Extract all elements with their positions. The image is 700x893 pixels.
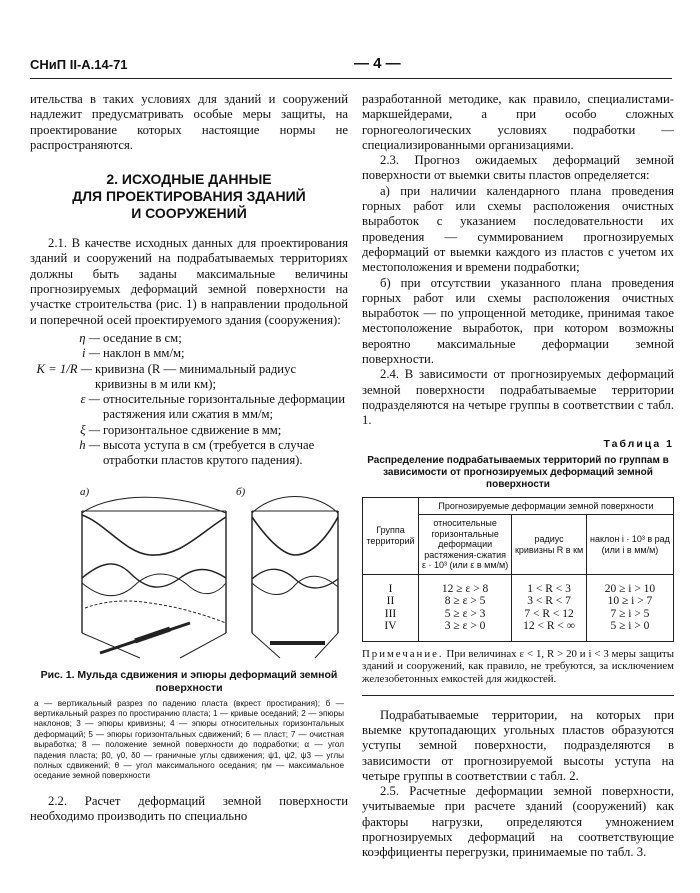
subsidence-curve	[82, 515, 226, 555]
definition-text: высота уступа в см (требуется в случае отработки пластов крутого падения).	[103, 438, 315, 468]
definition-symbol: K = 1/R —	[36, 361, 92, 376]
note-text: При величинах ε < 1, R > 20 и i < 3 меры защиты зданий и сооружений, как правило, не требуются, за исключением железобетонных емкостей для жидкостей.	[362, 647, 674, 686]
definition-text: кривизна (R — минимальный радиус кривизны в м или км);	[95, 361, 297, 391]
figure-title: Рис. 1. Мульда сдвижения и эпюры деформаций земной поверхности	[40, 668, 338, 694]
subsidence-trough-diagram	[30, 483, 348, 663]
definition-text: оседание в см;	[103, 330, 182, 345]
cell-group: II	[363, 595, 419, 608]
note-divider	[362, 695, 674, 696]
panel-label-b: б)	[236, 485, 246, 498]
displacement-boundary	[82, 633, 140, 658]
page-number: — 4 —	[354, 55, 401, 72]
definition-item	[30, 423, 348, 438]
definition-item	[30, 392, 348, 423]
table-header-tilt: наклон i · 10³ в рад (или i в мм/м)	[586, 515, 673, 575]
definition-text: относительные горизонтальные деформации растяжения или сжатия в мм/м;	[103, 392, 346, 422]
cell-tilt: 7 ≥ i > 5	[586, 608, 673, 621]
section-title-line: 2. ИСХОДНЫЕ ДАННЫЕ	[106, 171, 272, 188]
note-label: Примечание.	[362, 647, 444, 660]
header-rule	[30, 78, 672, 79]
cell-strain: 5 ≥ ε > 3	[418, 608, 511, 621]
tilt-curve	[82, 564, 226, 587]
table-header-group: Группа территорий	[363, 497, 419, 574]
table-row	[363, 620, 674, 641]
paragraph-2-4: 2.4. В зависимости от прогнозируемых деформаций земной поверхности подрабатываемые территории подразделяются на четыре группы в соответствии с табл. 1.	[362, 367, 674, 428]
paragraph-2-3-b: б) при отсутствии указанного плана проведения горных работ или схемы расположения очистных выработок — по упрощенной методике, принимая такое местоположение выработок, при котором возможны вероятно максимальные деформации земной поверхности.	[362, 275, 674, 367]
cell-tilt: 10 ≥ i > 7	[586, 595, 673, 608]
section-title-line: ДЛЯ ПРОЕКТИРОВАНИЯ ЗДАНИЙ	[72, 188, 306, 205]
displacement-boundary	[180, 633, 226, 658]
definition-item	[30, 346, 348, 361]
table-row	[363, 574, 674, 595]
table-header-deformations: Прогнозируемые деформации земной поверхности	[418, 497, 673, 515]
cell-group: IV	[363, 620, 419, 641]
cell-group: III	[363, 608, 419, 621]
cell-tilt: 5 ≥ i > 0	[586, 620, 673, 641]
section-title-line: И СООРУЖЕНИЙ	[131, 205, 247, 222]
cell-group: I	[363, 574, 419, 595]
definition-item	[30, 438, 348, 469]
cell-radius: 1 < R < 3	[512, 574, 587, 595]
left-column	[30, 92, 348, 824]
cell-strain: 3 ≥ ε > 0	[418, 620, 511, 641]
curvature-curve	[82, 574, 226, 596]
paragraph-2-2: 2.2. Расчет деформаций земной поверхности необходимо производить по специально	[30, 793, 348, 824]
cell-radius: 12 < R < ∞	[512, 620, 587, 641]
paragraph-2-3: 2.3. Прогноз ожидаемых деформаций земной поверхности от выемки свиты пластов определяется:	[362, 153, 674, 183]
definition-symbol: i —	[82, 346, 100, 361]
paragraph-2-3-a: а) при наличии календарного плана проведения горных работ или схемы расположения очистных выработок с указанием последовательности их проведения — суммированием прогнозируемых деформаций от выемки каждого из пластов с учетом их местоположения и времени подработки;	[362, 183, 674, 275]
figure-1	[30, 483, 348, 782]
displacement-boundary	[315, 633, 338, 658]
displacement-boundary	[252, 633, 280, 658]
cell-tilt: 20 ≥ i > 10	[586, 574, 673, 595]
section-title	[30, 171, 348, 222]
paragraph-steps: Подрабатываемые территории, на которых при выемке крутопадающих угольных пластов образуются уступы земной поверхности, подразделяются в зависимости от прогнозируемой высоты уступа на четыре группы в соответствии с табл. 2.	[362, 707, 674, 783]
table-note	[362, 648, 674, 686]
definition-text: наклон в мм/м;	[103, 346, 185, 361]
table-label: Таблица 1	[603, 437, 674, 450]
figure-legend: а — вертикальный разрез по падению пласта (вкрест простирания); б — вертикальный разрез по простиранию пласта; 1 — кривые оседаний; 2 — эпюры наклонов; 3 — эпюры кривизны; 4 — эпюры относительных горизонтальных деформаций; 5 — эпюры горизонтальных сдвижений; 6 — пласт; 7 — очистная выработка; 8 — положение земной поверхности до подработки; α — угол падения пласта; β0, γ0, δ0 — граничные углы сдвижения; ψ1, ψ2, ψ3 — углы полных сдвижений; θ — угол максимального оседания; ηм — максимальное оседание земной поверхности	[34, 698, 344, 781]
deformation-groups-table	[362, 497, 674, 642]
table-header-radius: радиус кривизны R в км	[512, 515, 587, 575]
table-row	[363, 595, 674, 608]
right-column	[362, 92, 674, 861]
subsidence-curve	[252, 517, 338, 555]
definition-symbol: ε —	[80, 392, 100, 407]
paragraph-2-1: 2.1. В качестве исходных данных для проектирования зданий и сооружений на подрабатываемых территориях должны быть заданы максимальные величины прогнозируемых деформаций земной поверхности на участке строительства (рис. 1) в направлении продольной и поперечной осей проектируемого здания (сооружения):	[30, 236, 348, 327]
definition-symbol: h —	[79, 438, 100, 453]
table-header-strain: относительные горизонтальные деформации растяжения-сжатия ε · 10³ (или ε в мм/м)	[418, 515, 511, 575]
table-title: Распределение подрабатываемых территорий по группам в зависимости от прогнозируемых деформаций земной поверхности	[367, 454, 669, 490]
paragraph-2-5: 2.5. Расчетные деформации земной поверхности, учитываемые при расчете зданий (сооружений) как факторы нагрузки, определяются умножением прогнозируемых деформаций на соответствующие коэффициенты перегрузки, принимаемые по табл. 3.	[362, 784, 674, 860]
surface-before-mining	[85, 601, 226, 623]
definition-item	[30, 331, 348, 346]
cell-radius: 7 < R < 12	[512, 608, 587, 621]
continued-paragraph: разработанной методике, как правило, специалистами-маркшейдерами, а при особо сложных горногеологических условиях подработки — специализированными организациями.	[362, 92, 674, 152]
cell-strain: 8 ≥ ε > 5	[418, 595, 511, 608]
mined-out-area	[135, 629, 170, 641]
page-header	[30, 57, 672, 77]
panel-label-a: а)	[80, 485, 90, 498]
table-row	[363, 608, 674, 621]
intro-paragraph: ительства в таких условиях для зданий и сооружений надлежит предусматривать особые меры защиты, на проектирование которых настоящие нормы не распространяются.	[30, 92, 348, 152]
definitions-list	[30, 331, 348, 469]
cell-radius: 3 < R < 7	[512, 595, 587, 608]
cell-strain: 12 ≥ ε > 8	[418, 574, 511, 595]
document-code: СНиП II-А.14-71	[30, 57, 128, 72]
definition-item	[30, 362, 348, 393]
definition-symbol: η —	[79, 330, 100, 345]
definition-text: горизонтальное сдвижение в мм;	[103, 422, 282, 437]
definition-symbol: ξ —	[80, 422, 100, 437]
